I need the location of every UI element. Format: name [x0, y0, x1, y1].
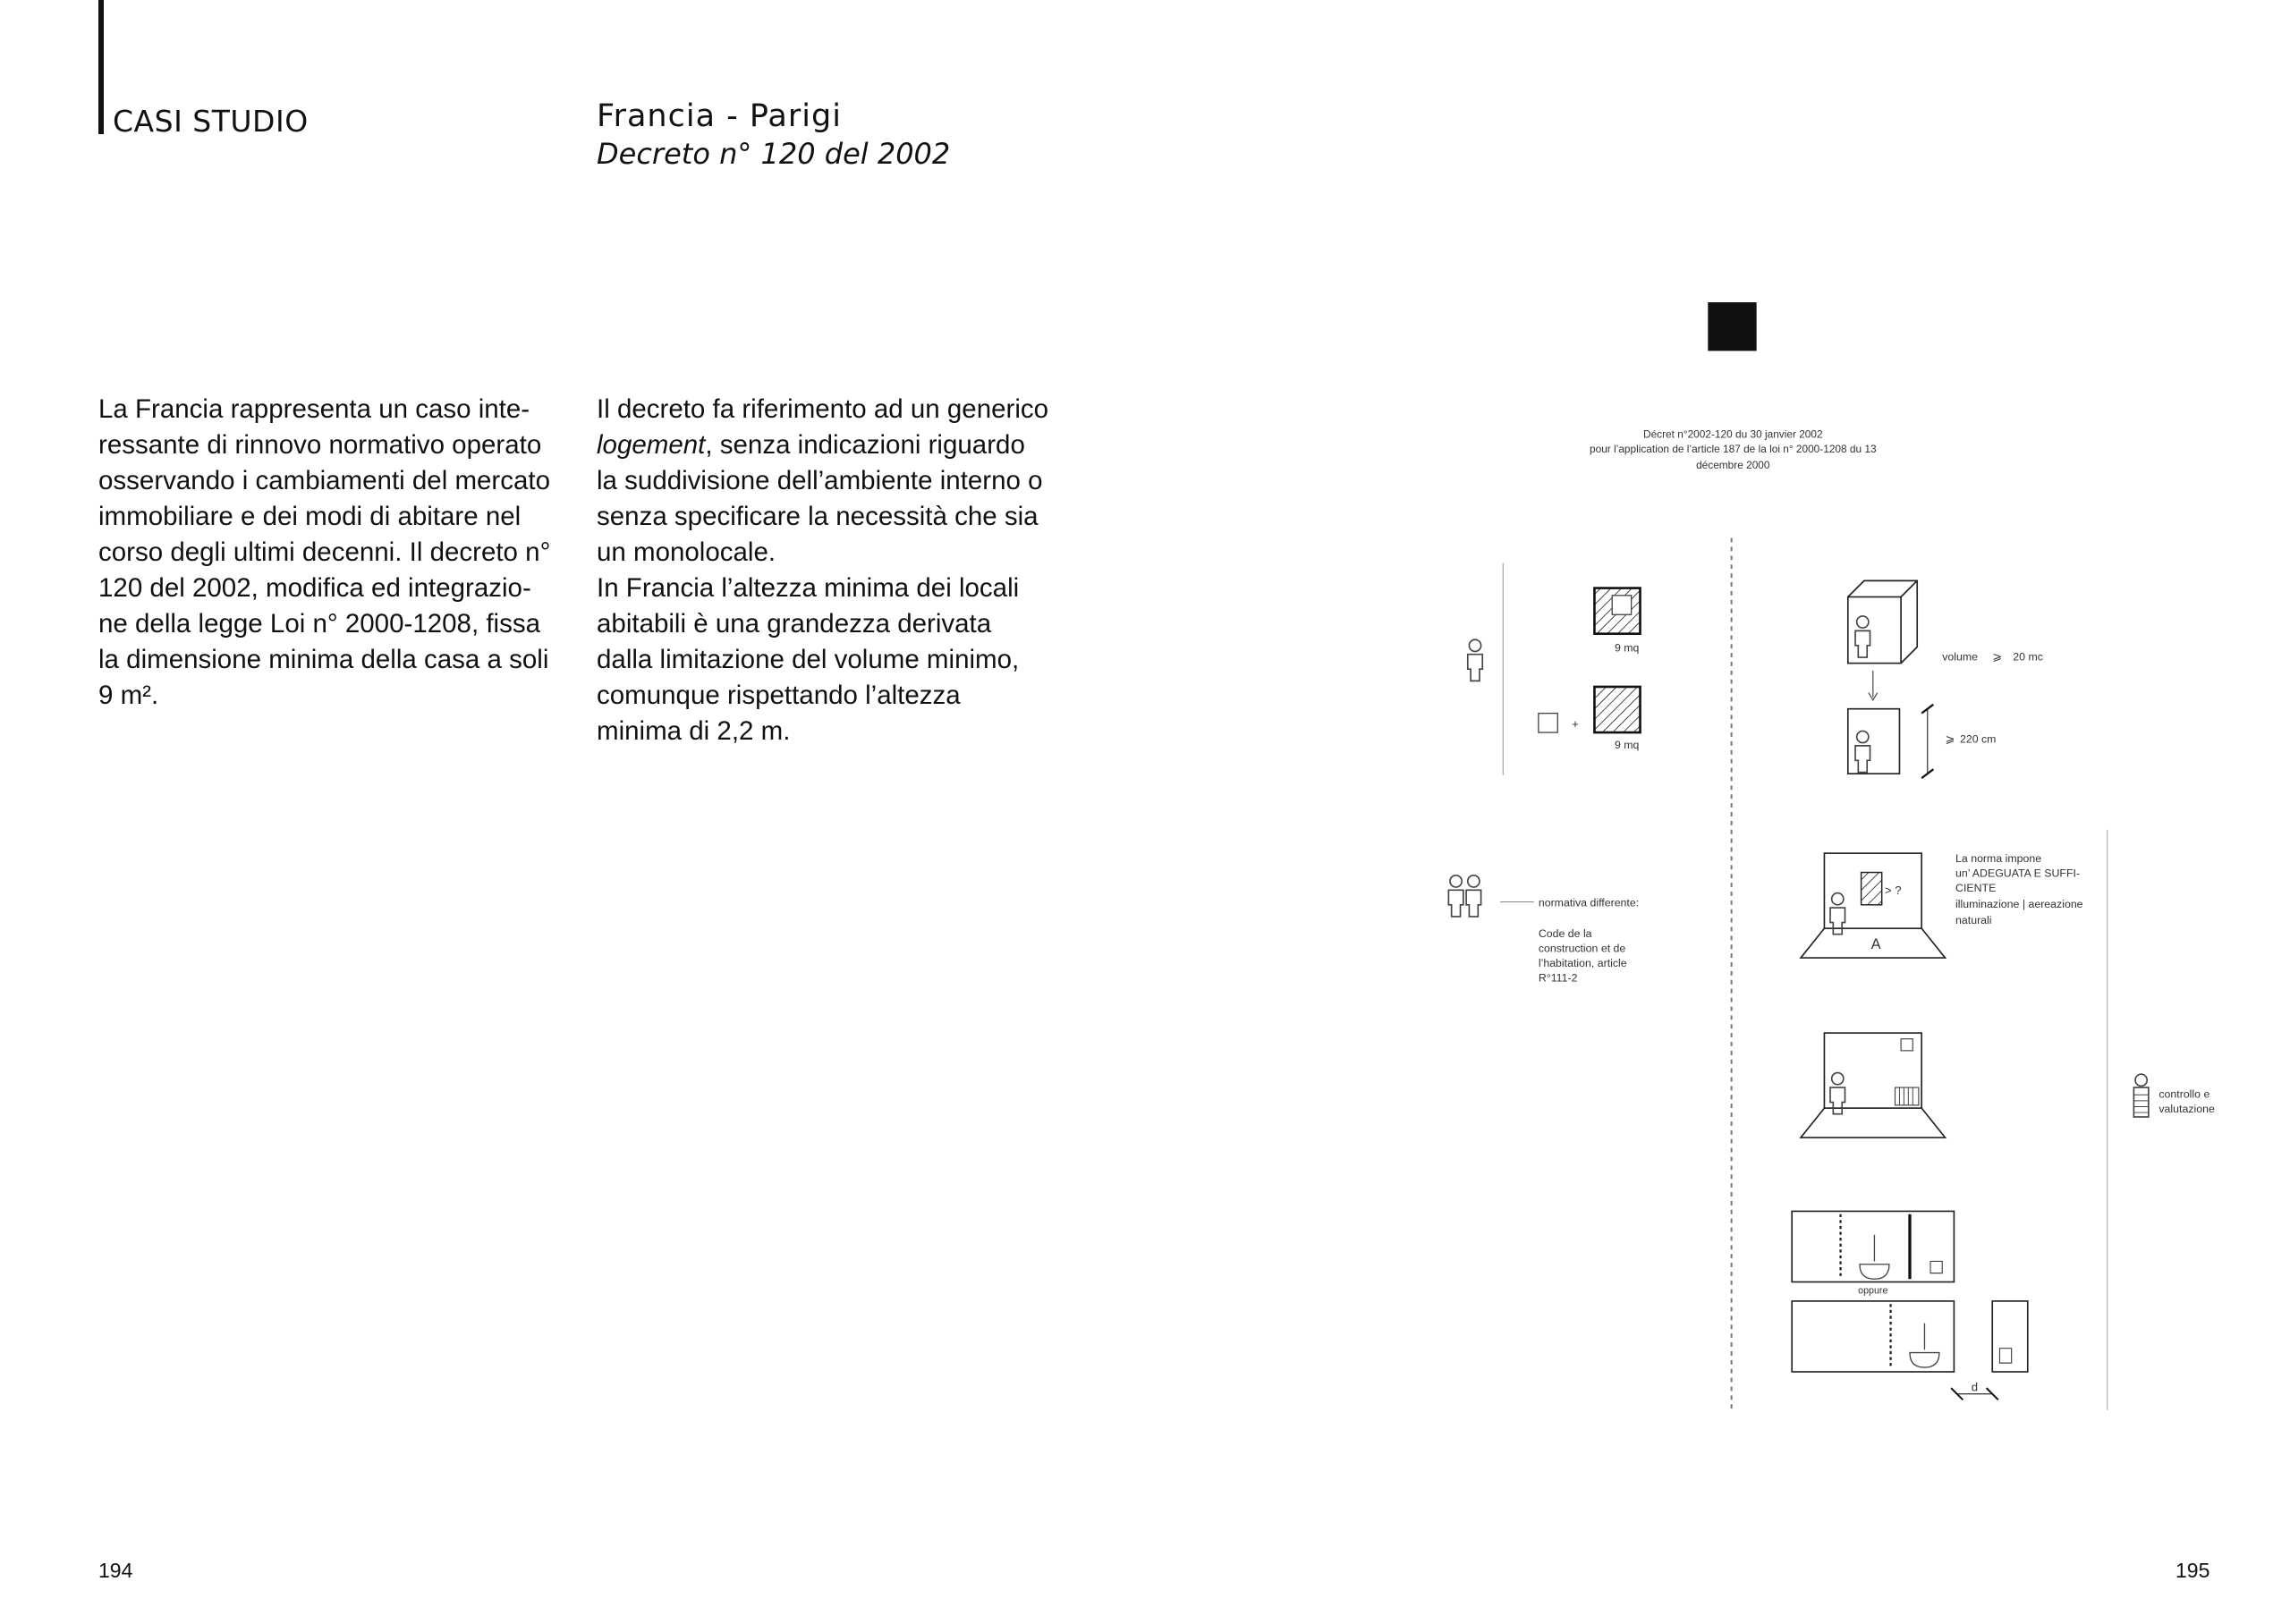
section-label: CASI STUDIO [113, 104, 309, 139]
text-line: comunque rispettando l’altezza [597, 681, 961, 710]
text-line: la dimensione minima della casa a soli [98, 645, 549, 674]
plus-sign: + [1572, 717, 1579, 732]
radiator-icon [1896, 1087, 1919, 1105]
person-icon [1448, 875, 1463, 917]
bathroom-plan-icon [1792, 1211, 1954, 1281]
black-square-marker [1708, 302, 1756, 351]
person-icon [1855, 731, 1870, 772]
room-perspective-icon [1801, 1033, 1945, 1138]
norma-line: un’ ADEGUATA E SUFFI- [1955, 867, 2081, 880]
bathroom-plan-icon [1792, 1301, 2028, 1372]
text-line: osservando i cambiamenti del mercato [98, 466, 551, 495]
decree-caption-line: Décret n°2002-120 du 30 janvier 2002 [1643, 427, 1823, 441]
person-icon [1468, 639, 1482, 681]
text-line: In Francia l’altezza minima dei locali [597, 573, 1020, 603]
inner-square-icon [1612, 596, 1631, 614]
norma-line: CIENTE [1955, 881, 1997, 894]
height-operator: ⩾ [1945, 732, 1955, 746]
volume-label: volume [1942, 650, 1979, 664]
volume-operator: ⩾ [1992, 649, 2003, 664]
code-line: l’habitation, article [1538, 956, 1627, 969]
norma-line: illuminazione | aereazione [1955, 898, 2083, 911]
text-line: immobiliare e dei modi di abitare nel [98, 502, 522, 531]
case-subtitle: Decreto n° 120 del 2002 [597, 137, 951, 171]
text-line: un monolocale. [597, 537, 776, 567]
distance-label: d [1971, 1380, 1979, 1394]
text-line: dalla limitazione del volume minimo, [597, 645, 1020, 674]
normativa-label: normativa differente: [1538, 896, 1640, 909]
norma-line: naturali [1955, 914, 1992, 927]
text-line: 9 m². [98, 681, 159, 710]
height-section-icon [1848, 709, 1900, 774]
italic-word: logement [597, 430, 706, 460]
inspector-icon [2133, 1074, 2148, 1117]
hatched-area-icon [1594, 687, 1640, 732]
decree-caption-line: pour l’application de l’article 187 de la loi n° 2000-1208 du 13 [1590, 443, 1877, 456]
text-line: ressante di rinnovo normativo operato [98, 430, 542, 460]
text-line: ne della legge Loi n° 2000-1208, fissa [98, 609, 540, 639]
code-line: R°111-2 [1538, 971, 1578, 985]
volume-value: 20 mc [2013, 650, 2043, 664]
text-line: Il decreto fa riferimento ad un generico [597, 394, 1049, 424]
area-label: 9 mq [1614, 739, 1640, 752]
text-line-rest: , senza indicazioni riguardo [705, 430, 1025, 460]
code-line: Code de la [1538, 927, 1592, 941]
vent-icon [1901, 1039, 1913, 1051]
norma-line: La norma impone [1955, 852, 2042, 866]
page-number-left: 194 [98, 1559, 133, 1582]
text-line: La Francia rappresenta un caso inte- [98, 394, 530, 424]
decree-caption-line: décembre 2000 [1696, 459, 1770, 472]
text-line: corso degli ultimi decenni. Il decreto n° [98, 537, 551, 567]
height-value: 220 cm [1959, 732, 1997, 746]
case-title: Francia - Parigi [597, 98, 842, 134]
text-line: la suddivisione dell’ambiente interno o [597, 466, 1043, 495]
text-line: minima di 2,2 m. [597, 716, 791, 746]
text-line: 120 del 2002, modifica ed integrazio- [98, 573, 531, 603]
area-label: 9 mq [1614, 641, 1640, 655]
oppure-label: oppure [1858, 1285, 1888, 1297]
text-line: senza specificare la necessità che sia [597, 502, 1039, 531]
page-number-right: 195 [2176, 1559, 2210, 1582]
person-icon [1466, 875, 1480, 917]
window-icon [1862, 873, 1882, 905]
small-room-icon [1539, 714, 1557, 732]
text-line: abitabili è una grandezza derivata [597, 609, 992, 639]
controllo-line: controllo e [2159, 1087, 2210, 1101]
window-mark: > ? [1884, 884, 1902, 898]
code-line: construction et de [1538, 942, 1626, 955]
controllo-line: valutazione [2159, 1103, 2215, 1116]
room-letter: A [1870, 936, 1881, 953]
person-icon [1855, 616, 1870, 657]
